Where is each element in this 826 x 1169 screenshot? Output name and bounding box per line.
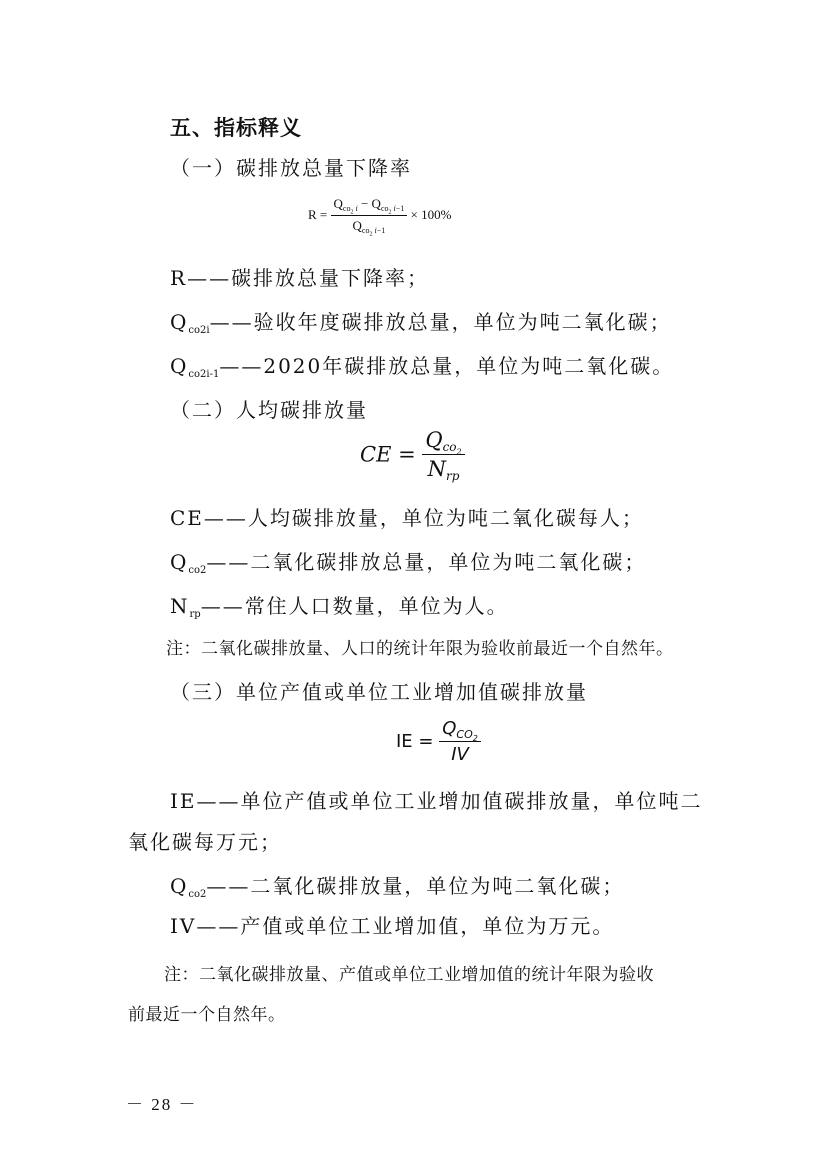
definition-qco2i	[170, 306, 672, 335]
definition-text: ——2020年碳排放总量，单位为吨二氧化碳。	[219, 354, 675, 378]
definition-r	[170, 262, 429, 291]
definition-nrp	[170, 590, 509, 619]
symbol: R	[170, 266, 188, 290]
symbol: Q	[170, 550, 189, 574]
definition-ie-line2: 氧化碳每万元；	[128, 830, 282, 854]
definition-ce	[170, 502, 644, 531]
symbol-subscript: co2	[188, 889, 207, 900]
note-3-line2: 前最近一个自然年。	[128, 1005, 286, 1025]
definition-text: ——产值或单位工业增加值，单位为万元。	[196, 914, 615, 938]
note-3-line1: 注：二氧化碳排放量、产值或单位工业增加值的统计年限为验收	[164, 965, 654, 985]
definition-qco2	[170, 546, 646, 575]
symbol: IV	[170, 914, 197, 938]
definition-text: ——验收年度碳排放总量，单位为吨二氧化碳；	[209, 310, 672, 334]
symbol: Q	[170, 874, 189, 898]
section-title: 五、指标释义	[170, 116, 302, 140]
definition-ie-line1: IE——单位产值或单位工业增加值碳排放量，单位吨二	[170, 789, 703, 813]
symbol-subscript: co2i	[188, 325, 210, 336]
definition-text: ——二氧化碳排放总量，单位为吨二氧化碳；	[206, 550, 647, 574]
symbol: N	[170, 594, 190, 618]
definition-text: ——二氧化碳排放量，单位为吨二氧化碳；	[206, 874, 625, 898]
definition-iv	[170, 910, 614, 939]
page-number: － 28 －	[126, 1095, 198, 1114]
formula-ie: IE = $\frac{Q_{CO_2}}{IV}$	[396, 718, 481, 765]
formula-ce: CE = $\frac{Qco_2}{\text{Nrp}}$	[360, 428, 465, 481]
subsection-title-2: （二）人均碳排放量	[170, 398, 368, 422]
symbol-subscript: co2i-1	[188, 369, 220, 380]
symbol: Q	[170, 310, 189, 334]
definition-qco2-ie	[170, 870, 624, 899]
symbol-subscript: rp	[189, 609, 201, 620]
definition-text: ——人均碳排放量，单位为吨二氧化碳每人；	[203, 506, 644, 530]
definition-text: ——碳排放总量下降率；	[187, 266, 430, 290]
subsection-title-3: （三）单位产值或单位工业增加值碳排放量	[170, 680, 588, 704]
symbol: Q	[170, 354, 189, 378]
note-2: 注：二氧化碳排放量、人口的统计年限为验收前最近一个自然年。	[166, 639, 674, 659]
symbol: CE	[170, 506, 204, 530]
definition-qco2i-1	[170, 350, 674, 379]
formula-reduction-rate: R = $\frac{Q_{co_2 i} - Q_{co_2 i-1}}{Q_{co_2 i-1}}$ × 100%	[308, 196, 452, 238]
symbol-subscript: co2	[188, 565, 207, 576]
definition-text: ——常住人口数量，单位为人。	[200, 594, 509, 618]
subsection-title-1: （一）碳排放总量下降率	[170, 156, 412, 180]
